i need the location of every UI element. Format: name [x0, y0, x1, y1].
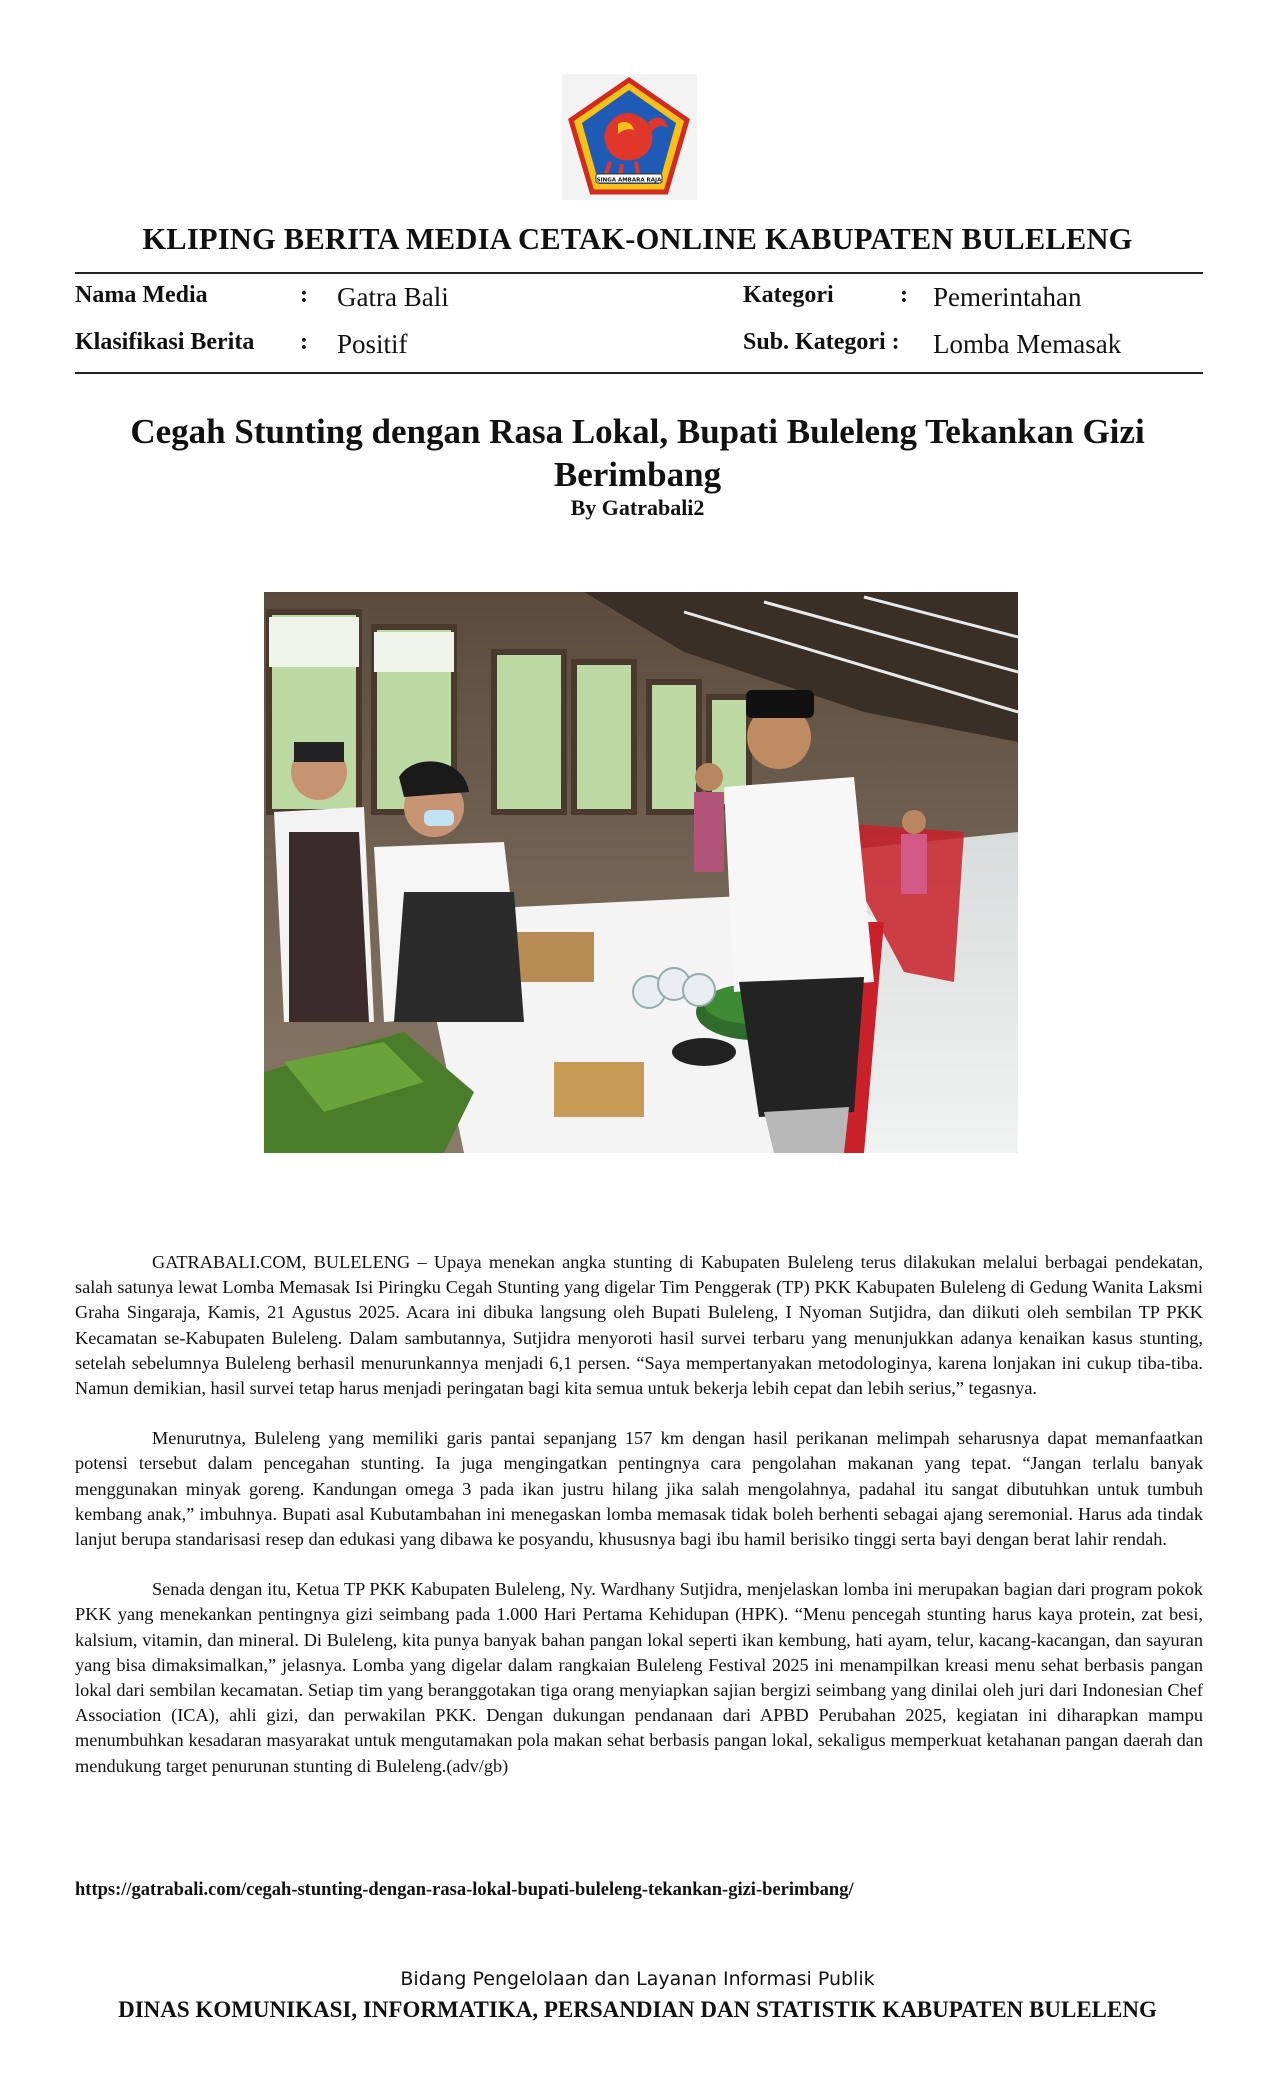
kategori-colon: : — [900, 282, 908, 308]
klasifikasi-colon: : — [300, 329, 308, 355]
buleleng-crest-logo — [562, 74, 697, 200]
nama-media-value: Gatra Bali — [337, 282, 449, 312]
kategori-label: Kategori — [743, 282, 834, 308]
klasifikasi-value: Positif — [337, 329, 408, 359]
footer-department: Bidang Pengelolaan dan Layanan Informasi Publik — [400, 1968, 875, 1990]
article-body — [75, 1250, 1203, 1804]
kategori-value: Pemerintahan — [933, 282, 1082, 312]
source-url-link[interactable]: https://gatrabali.com/cegah-stunting-dengan-rasa-lokal-bupati-buleleng-tekankan-gizi-berimbang/ — [75, 1880, 854, 1900]
page-header-title: KLIPING BERITA MEDIA CETAK-ONLINE KABUPATEN BULELENG — [142, 222, 1133, 256]
sub-kategori-value: Lomba Memasak — [933, 329, 1122, 359]
klasifikasi-label: Klasifikasi Berita — [75, 329, 255, 355]
header-divider-top — [75, 272, 1203, 274]
logo-text: SINGA AMBARA RAJA — [596, 177, 662, 184]
article-paragraph-1: GATRABALI.COM, BULELENG – Upaya menekan angka stunting di Kabupaten Buleleng terus dilakukan melalui berbagai pendekatan, salah satunya lewat Lomba Memasak Isi Piringku Cegah Stunting yang digelar Tim Penggerak (TP) PKK Kabupaten Buleleng di Gedung Wanita Laksmi Graha Singaraja, Kamis, 21 Agustus 2025. Acara ini dibuka langsung oleh Bupati Buleleng, I Nyoman Sutjidra, dan diikuti oleh sembilan TP PKK Kecamatan se-Kabupaten Buleleng. Dalam sambutannya, Sutjidra menyoroti hasil survei terbaru yang menunjukkan adanya kenaikan kasus stunting, setelah sebelumnya Buleleng berhasil menurunkannya menjadi 6,1 persen. “Saya mempertanyakan metodologinya, karena lonjakan ini cukup tiba-tiba. Namun demikian, hasil survei tetap harus menjadi peringatan bagi kita semua untuk bekerja lebih cepat dan lebih serius,” tegasnya. — [75, 1252, 1203, 1399]
sub-kategori-label: Sub. Kategori : — [743, 329, 900, 355]
article-byline: By Gatrabali2 — [570, 495, 705, 520]
article-paragraph-2: Menurutnya, Buleleng yang memiliki garis pantai sepanjang 157 km dengan hasil perikanan melimpah seharusnya dapat memanfaatkan potensi tersebut dalam pencegahan stunting. Ia juga mengingatkan pentingnya cara pengolahan makanan yang tepat. “Jangan terlalu banyak menggunakan minyak goreng. Kandungan omega 3 pada ikan justru hilang jika salah mengolahnya, padahal itu sangat dibutuhkan untuk tumbuh kembang anak,” imbuhnya. Bupati asal Kubutambahan ini menegaskan lomba memasak tidak boleh berhenti sebagai ajang seremonial. Harus ada tindak lanjut berupa standarisasi resep dan edukasi yang dibawa ke posyandu, khususnya bagi ibu hamil berisiko tinggi serta bayi dengan berat lahir rendah. — [75, 1428, 1203, 1550]
article-paragraph-3: Senada dengan itu, Ketua TP PKK Kabupaten Buleleng, Ny. Wardhany Sutjidra, menjelaskan lomba ini merupakan bagian dari program pokok PKK yang menekankan pentingnya gizi seimbang pada 1.000 Hari Pertama Kehidupan (HPK). “Menu pencegah stunting harus kaya protein, zat besi, kalsium, vitamin, dan mineral. Di Buleleng, kita punya banyak bahan pangan lokal seperti ikan kembung, hati ayam, telur, kacang-kacangan, dan sayuran yang bisa dimaksimalkan,” jelasnya. Lomba yang digelar dalam rangkaian Buleleng Festival 2025 ini menampilkan kreasi menu sehat berbasis pangan lokal dari sembilan kecamatan. Setiap tim yang beranggotakan tiga orang menyiapkan sajian bergizi seimbang yang dinilai oleh juri dari Indonesian Chef Association (ICA), ahli gizi, dan perwakilan PKK. Dengan dukungan pendanaan dari APBD Perubahan 2025, kegiatan ini diharapkan mampu menumbuhkan kesadaran masyarakat untuk mengutamakan pola makan sehat berbasis pangan lokal, sekaligus memperkuat ketahanan pangan daerah dan mendukung target penurunan stunting di Buleleng.(adv/gb) — [75, 1579, 1203, 1776]
header-divider-bottom — [75, 372, 1203, 374]
nama-media-colon: : — [300, 282, 308, 308]
article-title: Cegah Stunting dengan Rasa Lokal, Bupati Buleleng Tekankan Gizi Berimbang — [130, 412, 1145, 494]
footer-agency: DINAS KOMUNIKASI, INFORMATIKA, PERSANDIAN DAN STATISTIK KABUPATEN BULELENG — [118, 1997, 1157, 2022]
article-photo — [264, 592, 1018, 1153]
nama-media-label: Nama Media — [75, 282, 208, 308]
